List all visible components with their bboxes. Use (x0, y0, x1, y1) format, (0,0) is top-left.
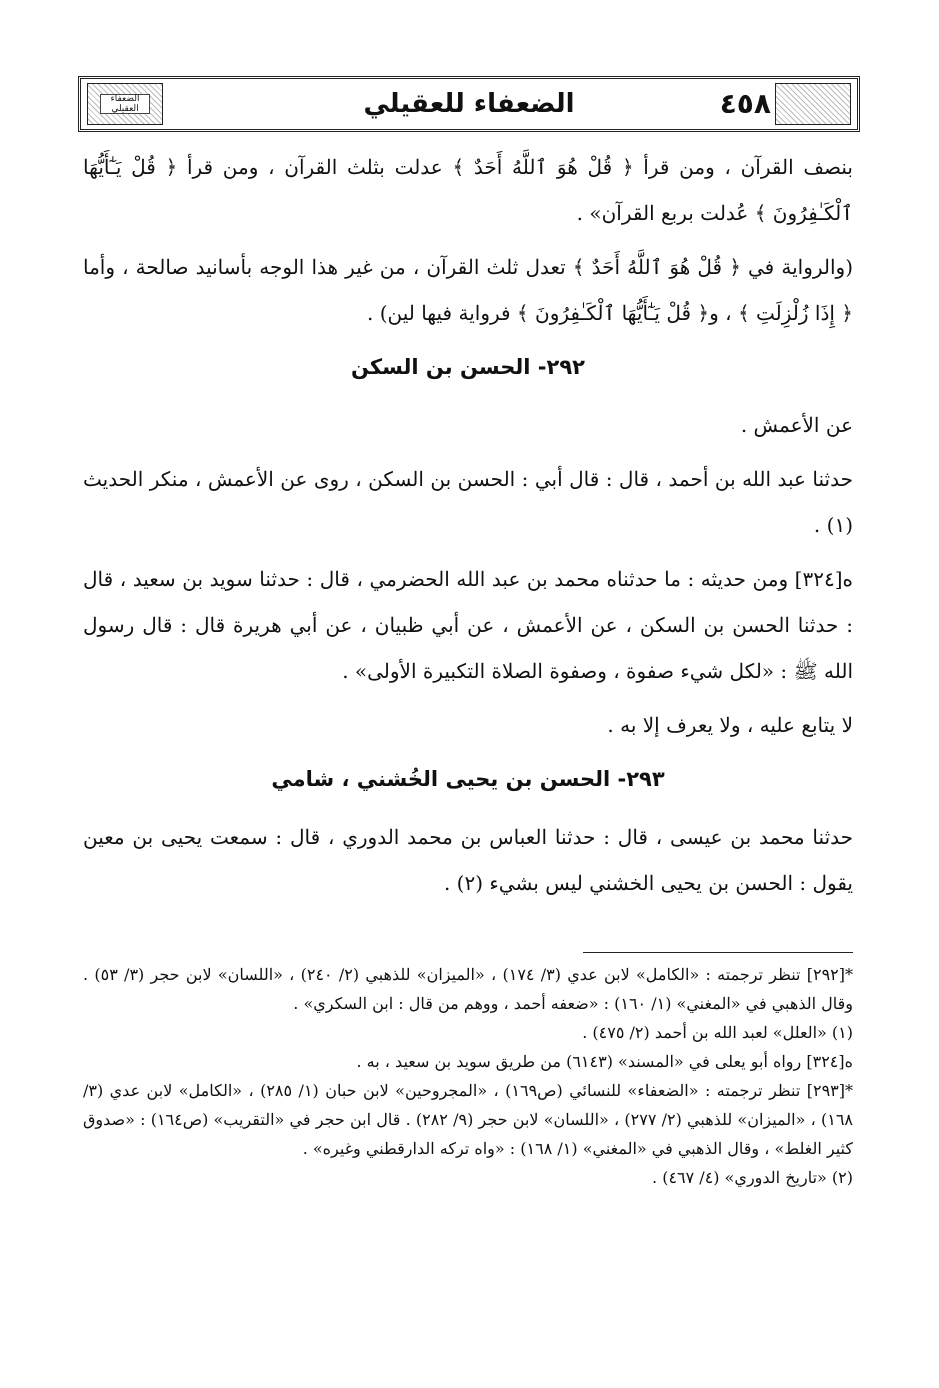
running-title: الضعفاء للعقيلي (363, 89, 575, 119)
ornament-right (775, 83, 851, 125)
paragraph-1: بنصف القرآن ، ومن قرأ ﴿ قُلْ هُوَ ٱللَّهُ أَحَدٌ ﴾ عدلت بثلث القرآن ، ومن قرأ ﴿ قُلْ يَـٰٓأَيُّهَا ٱلْكَـٰفِرُونَ ﴾ عُدلت بربع القرآن» . (83, 155, 853, 225)
page-number: ٤٥٨ (719, 87, 771, 120)
footnote-292: *[٢٩٢] تنظر ترجمته : «الكامل» لابن عدي (٣/ ١٧٤) ، «الميزان» للذهبي (٢/ ٢٤٠) ، «اللسان» لابن حجر (٣/ ٥٣) . وقال الذهبي في «المغني» (١/ ١٦٠) : «ضعفه أحمد ، ووهم من قال : ابن السكري» . (83, 965, 854, 1013)
main-text (83, 144, 853, 914)
paragraph-4: حدثنا عبد الله بن أحمد ، قال : قال أبي : الحسن بن السكن ، روى عن الأعمش ، منكر الحديث (١) . (83, 467, 853, 537)
footnote-293: *[٢٩٣] تنظر ترجمته : «الضعفاء» للنسائي (ص١٦٩) ، «المجروحين» لابن حبان (١/ ٢٨٥) ، «الكامل» لابن عدي (٣/ ١٦٨) ، «الميزان» للذهبي (٢/ ٢٧٧) ، «اللسان» لابن حجر (٩/ ٢٨٢) . قال ابن حجر في «التقريب» (ص١٦٤) : «صدوق كثير الغلط» ، وقال الذهبي في «المغني» (١/ ١٦٨) : «واه تركه الدارقطني وغيره» . (83, 1081, 854, 1158)
paragraph-2: (والرواية في ﴿ قُلْ هُوَ ٱللَّهُ أَحَدٌ ﴾ تعدل ثلث القرآن ، من غير هذا الوجه بأسانيد صالحة ، وأما ﴿ إِذَا زُلْزِلَتِ ﴾ ، و﴿ قُلْ يَـٰٓأَيُّهَا ٱلْكَـٰفِرُونَ ﴾ فرواية فيها لين) . (83, 255, 853, 325)
footnote-324: ه[٣٢٤] رواه أبو يعلى في «المسند» (٦١٤٣) من طريق سويد بن سعيد ، به . (356, 1052, 853, 1071)
ornament-label: الضعفاء العقيلي (100, 94, 150, 114)
paragraph-6: لا يتابع عليه ، ولا يعرف إلا به . (607, 713, 853, 737)
footnotes (83, 960, 853, 1192)
footnote-separator (583, 952, 853, 953)
entry-title-292: ٢٩٢- الحسن بن السكن (351, 355, 585, 379)
ornament-left (87, 83, 163, 125)
paragraph-5: ه[٣٢٤] ومن حديثه : ما حدثناه محمد بن عبد الله الحضرمي ، قال : حدثنا سويد بن سعيد ، قال : حدثنا الحسن بن السكن ، عن الأعمش ، عن أبي ظبيان ، عن أبي هريرة قال : قال رسول الله ﷺ : «لكل شيء صفوة ، وصفوة الصلاة التكبيرة الأولى» . (83, 567, 853, 683)
paragraph-7: حدثنا محمد بن عيسى ، قال : حدثنا العباس بن محمد الدوري ، قال : سمعت يحيى بن معين يقول : الحسن بن يحيى الخشني ليس بشيء (٢) . (83, 825, 853, 895)
footnote-1: (١) «العلل» لعبد الله بن أحمد (٢/ ٤٧٥) . (582, 1023, 853, 1042)
page-header (78, 76, 860, 132)
paragraph-3: عن الأعمش . (740, 413, 853, 437)
entry-title-293: ٢٩٣- الحسن بن يحيى الخُشني ، شامي (271, 767, 665, 791)
footnote-2: (٢) «تاريخ الدوري» (٤/ ٤٦٧) . (652, 1168, 853, 1187)
